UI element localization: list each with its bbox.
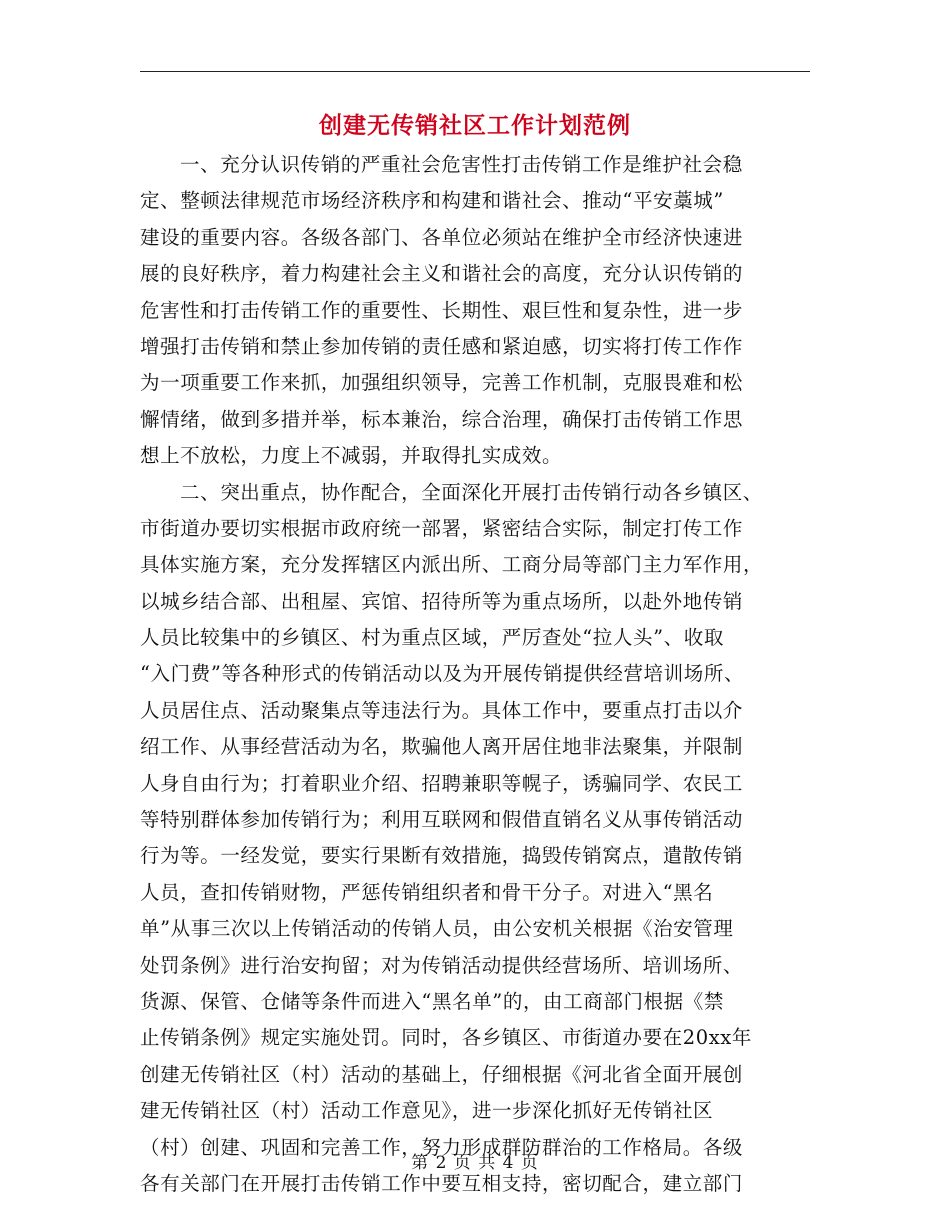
body-line: 危害性和打击传销工作的重要性、长期性、艰巨性和复杂性，进一步 — [140, 298, 744, 322]
body-line: 止传销条例》规定实施处罚。同时，各乡镇区、市街道办要在20xx年 — [140, 1026, 753, 1050]
body-line: 等特别群体参加传销行为；利用互联网和假借直销名义从事传销活动 — [140, 808, 744, 832]
body-line: 创建无传销社区（村）活动的基础上，仔细根据《河北省全面开展创 — [140, 1062, 744, 1086]
body-line: 人员居住点、活动聚集点等违法行为。具体工作中，要重点打击以介 — [140, 698, 744, 722]
body-line: 行为等。一经发觉，要实行果断有效措施，捣毁传销窝点，遣散传销 — [140, 844, 744, 868]
body-line: 二、突出重点，协作配合，全面深化开展打击传销行动各乡镇区、 — [180, 480, 763, 504]
header-rule — [140, 71, 810, 72]
body-line: 绍工作、从事经营活动为名，欺骗他人离开居住地非法聚集，并限制 — [140, 735, 744, 759]
body-line: 为一项重要工作来抓，加强组织领导，完善工作机制，克服畏难和松 — [140, 371, 744, 395]
body-line: 建设的重要内容。各级各部门、各单位必须站在维护全市经济快速进 — [140, 225, 744, 249]
body-line: 市街道办要切实根据市政府统一部署，紧密结合实际，制定打传工作 — [140, 516, 744, 540]
body-line: 具体实施方案，充分发挥辖区内派出所、工商分局等部门主力军作用， — [140, 553, 764, 577]
document-title: 创建无传销社区工作计划范例 — [319, 112, 631, 139]
body-line: 增强打击传销和禁止参加传销的责任感和紧迫感，切实将打传工作作 — [140, 334, 744, 358]
body-line: 单”从事三次以上传销活动的传销人员，由公安机关根据《治安管理 — [140, 917, 734, 941]
body-line: 定、整顿法律规范市场经济秩序和构建和谐社会、推动“平安藁城” — [140, 189, 724, 213]
body-line: 处罚条例》进行治安拘留；对为传销活动提供经营场所、培训场所、 — [140, 953, 744, 977]
body-line: 一、充分认识传销的严重社会危害性打击传销工作是维护社会稳 — [180, 153, 743, 176]
body-line: 人员比较集中的乡镇区、村为重点区域，严厉查处“拉人头”、收取 — [140, 626, 724, 650]
body-line: “入门费”等各种形式的传销活动以及为开展传销提供经营培训场所、 — [140, 662, 745, 686]
page-number: 第 2 页 共 4 页 — [411, 1153, 539, 1173]
body-line: 货源、保管、仓储等条件而进入“黑名单”的，由工商部门根据《禁 — [140, 989, 724, 1013]
body-line: 建无传销社区（村）活动工作意见》，进一步深化抓好无传销社区 — [140, 1099, 714, 1123]
body-line: 想上不放松，力度上不减弱，并取得扎实成效。 — [140, 444, 563, 468]
document-body — [140, 147, 810, 1202]
body-line: （村）创建、巩固和完善工作，努力形成群防群治的工作格局。各级 — [140, 1135, 744, 1159]
body-line: 懈情绪，做到多措并举，标本兼治，综合治理，确保打击传销工作思 — [140, 407, 744, 431]
body-line: 人员，查扣传销财物，严惩传销组织者和骨干分子。对进入“黑名 — [140, 880, 714, 904]
body-line: 人身自由行为；打着职业介绍、招聘兼职等幌子，诱骗同学、农民工 — [140, 771, 744, 795]
body-line: 各有关部门在开展打击传销工作中要互相支持，密切配合，建立部门 — [140, 1171, 744, 1195]
body-line: 以城乡结合部、出租屋、宾馆、招待所等为重点场所，以赴外地传销 — [140, 589, 744, 613]
body-line: 展的良好秩序，着力构建社会主义和谐社会的高度，充分认识传销的 — [140, 262, 744, 286]
